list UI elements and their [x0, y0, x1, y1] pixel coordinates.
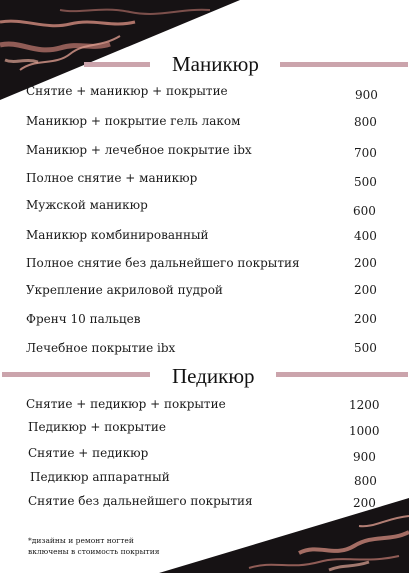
service-price: 800: [354, 474, 377, 488]
service-price: 700: [354, 146, 377, 160]
service-price: 200: [354, 256, 377, 270]
service-name: Педикюр + покрытие: [28, 420, 166, 434]
service-price: 600: [353, 204, 376, 218]
service-price: 1200: [349, 398, 380, 412]
service-price: 200: [353, 496, 376, 510]
service-price: 400: [354, 229, 377, 243]
service-name: Снятие + маникюр + покрытие: [26, 84, 228, 98]
service-price: 500: [354, 341, 377, 355]
manicure-heading: Маникюр: [172, 52, 259, 76]
footnote: [28, 535, 159, 557]
service-name: Лечебное покрытие ibx: [26, 341, 176, 355]
service-name: Педикюр аппаратный: [30, 470, 170, 484]
service-name: Маникюр + лечебное покрытие ibx: [26, 143, 252, 157]
service-price: 1000: [349, 424, 380, 438]
service-name: Снятие + педикюр + покрытие: [26, 397, 226, 411]
service-name: Маникюр комбинированный: [26, 228, 209, 242]
service-name: Френч 10 пальцев: [26, 312, 141, 326]
footnote-line: *дизайны и ремонт ногтей: [28, 536, 134, 545]
service-name: Снятие без дальнейшего покрытия: [28, 494, 253, 508]
service-name: Снятие + педикюр: [28, 446, 149, 460]
service-name: Полное снятие без дальнейшего покрытия: [26, 256, 300, 270]
heading-rule-left: [84, 62, 150, 67]
service-name: Маникюр + покрытие гель лаком: [26, 114, 241, 128]
service-name: Полное снятие + маникюр: [26, 171, 198, 185]
service-price: 800: [354, 115, 377, 129]
heading-rule-right: [276, 372, 408, 377]
service-price: 900: [353, 450, 376, 464]
footnote-line: включены в стоимость покрытия: [28, 547, 160, 556]
pedicure-heading: Педикюр: [172, 364, 255, 388]
heading-rule-left: [2, 372, 150, 377]
service-name: Мужской маникюр: [26, 198, 148, 212]
service-name: Укрепление акриловой пудрой: [26, 283, 223, 297]
service-price: 500: [354, 175, 377, 189]
heading-rule-right: [280, 62, 408, 67]
service-price: 200: [354, 312, 377, 326]
service-price: 200: [354, 283, 377, 297]
service-price: 900: [355, 88, 378, 102]
